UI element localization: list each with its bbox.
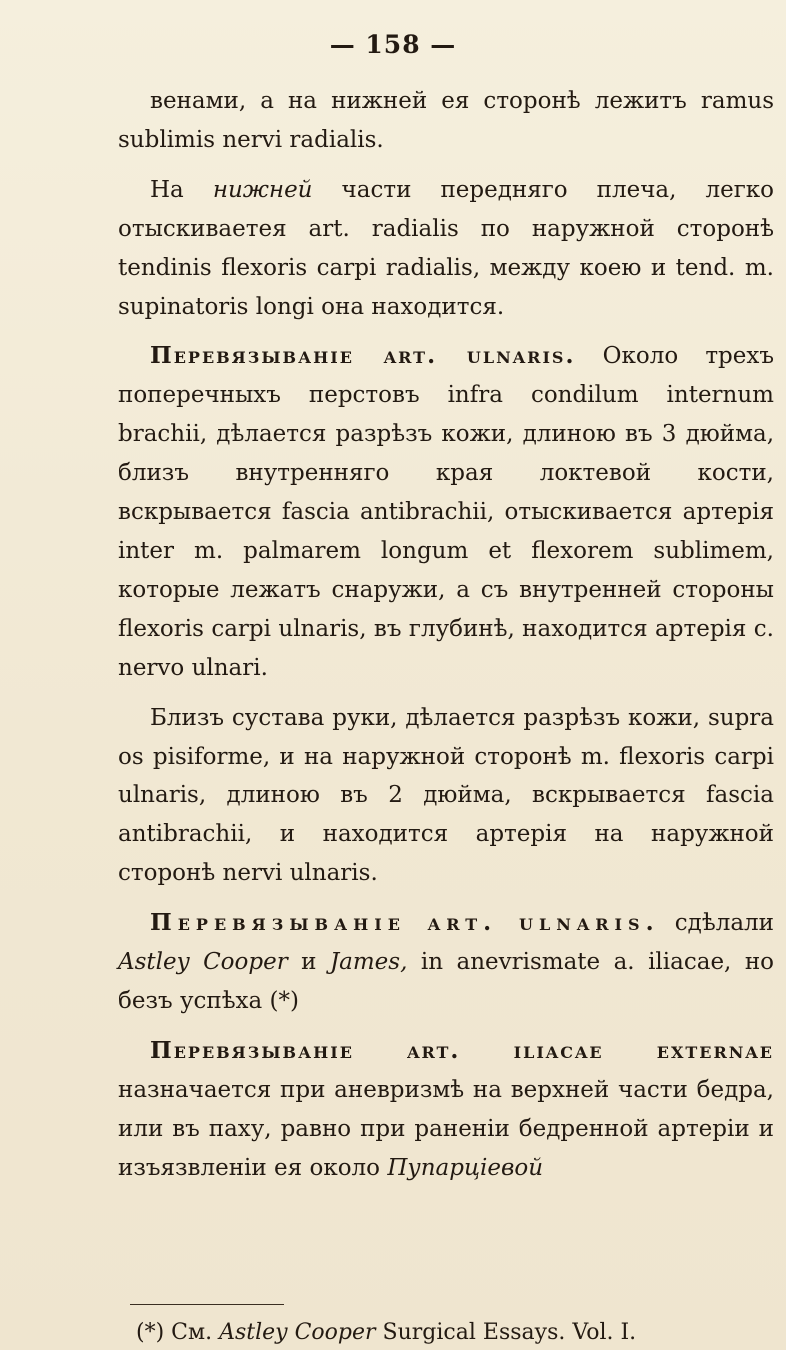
paragraph-5-author-2: James, (329, 949, 408, 976)
footnote-divider (130, 1304, 284, 1305)
paragraph-6 (118, 1032, 774, 1188)
paragraph-2-emphasis: нижней (212, 176, 313, 203)
footnote (136, 1318, 636, 1348)
paragraph-3 (118, 337, 774, 687)
paragraph-5-heading: Перевязываніе art. ulnaris. (150, 909, 660, 937)
paragraph-1-text: венами, а на нижней ея сторонѣ лежитъ ramus sublimis nervi radialis. (118, 88, 774, 153)
paragraph-3-heading: Перевязываніе art. ulnaris. (150, 342, 576, 370)
page-number: — 158 — (329, 30, 457, 59)
paragraph-4 (118, 699, 774, 894)
paragraph-6-heading: Перевязываніе art. iliacae externae (150, 1036, 774, 1064)
paragraph-4-text: Близъ сустава руки, дѣлается разрѣзъ кожи, supra os pisiforme, и на наружной сторонѣ m. flexoris carpi ulnaris, длиною въ 2 дюйма, вскрывается fascia antibrachii, и находится артерія на наружной сторонѣ nervi ulnaris. (118, 704, 774, 887)
footnote-author: Astley Cooper (219, 1320, 376, 1345)
paragraph-5-text-b: и (287, 949, 330, 976)
paragraph-2-text-a: На (150, 176, 213, 203)
paragraph-6-text: назначается при аневризмѣ на верхней части бедра, или въ паху, равно при раненіи бедренной артеріи и изъязвленіи ея около (118, 1076, 774, 1181)
paragraph-5-text-c: in anevrismate a. iliacae, но безъ успѣха (*) (118, 949, 774, 1014)
paragraph-5-text-a: сдѣлали (659, 910, 774, 937)
paragraph-3-text: Около трехъ поперечныхъ перстовъ infra condilum internum brachii, дѣлается разрѣзъ кожи, длиною въ 3 дюйма, близъ внутренняго края локтевой кости, вскрывается fascia antibrachii, отыскивается артерія inter m. palmarem longum et flexorem sublimem, которые лежатъ снаружи, а съ внутренней стороны flexoris carpi ulnaris, въ глубинѣ, находится артерія c. nervo ulnari. (118, 343, 774, 681)
paragraph-2-text-b: части передняго плеча, легко отыскиваетея art. radialis по наружной сторонѣ tendinis flexoris carpi radialis, между коею и tend. m. supinatoris longi она находится. (118, 176, 774, 320)
paragraph-5 (118, 904, 774, 1021)
footnote-text: Surgical Essays. Vol. I. (375, 1320, 637, 1345)
paragraph-5-author-1: Astley Cooper (118, 949, 288, 976)
footnote-mark: (*) См. (136, 1320, 220, 1345)
paragraph-1 (118, 82, 774, 160)
body-text (118, 82, 774, 1187)
paragraph-6-emphasis: Пупарціевой (387, 1154, 544, 1181)
paragraph-2 (118, 171, 774, 327)
